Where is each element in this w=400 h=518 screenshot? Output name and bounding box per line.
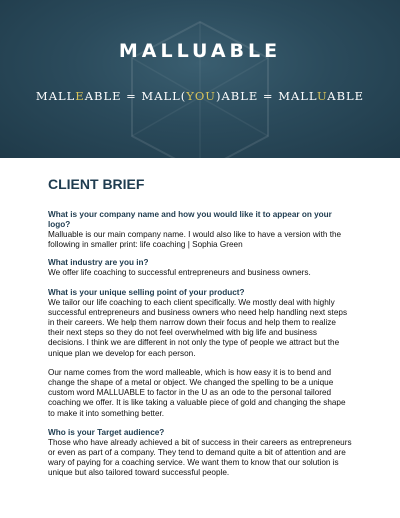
brief-content <box>0 158 400 479</box>
question-company-name: What is your company name and how you would like it to appear on your logo? <box>48 210 332 229</box>
tagline-part: ABLE = MALL( <box>84 89 187 103</box>
tagline-highlight: U <box>316 89 328 103</box>
question-industry: What industry are you in? <box>48 258 149 268</box>
tagline-part: )ABLE = MALL <box>215 89 317 103</box>
brand-logo: MALLUABLE <box>118 40 282 62</box>
answer-company-name: Malluable is our main company name. I would also like to have a version with the following in smaller print: life coaching | Sophia Green <box>48 230 342 250</box>
answer-target-audience: Those who have already achieved a bit of success in their careers as entrepreneurs or even as part of a company. They tend to demand quite a bit of attention and are wary of paying for a coaching service. We want them to know that our solution is unique but also tailored toward successful people. <box>48 437 352 478</box>
header-banner <box>0 0 400 158</box>
question-target-audience: Who is your Target audience? <box>48 427 165 437</box>
tagline-highlight: YOU <box>186 89 216 103</box>
tagline-highlight: E <box>75 89 85 103</box>
answer-industry: We offer life coaching to successful entrepreneurs and business owners. <box>48 268 311 278</box>
page-title: CLIENT BRIEF <box>48 176 145 192</box>
question-usp: What is your unique selling point of your product? <box>48 287 245 297</box>
tagline <box>0 89 400 103</box>
tagline-part: ABLE <box>327 89 365 103</box>
hexagon-graphic <box>0 0 400 158</box>
answer-usp: We tailor our life coaching to each client specifically. We mostly deal with highly successful entrepreneurs and business owners who need help handling next steps in their careers. We help them narrow down their focus and help them to realize their next steps so they do not feel overwhelmed with big life and business decisions. I think we are different in not only the type of people we attract but the unique plan we develop for each person. <box>48 297 348 358</box>
answer-usp-name-origin: Our name comes from the word malleable, which is how easy it is to bend and change the shape of a metal or object. We changed the spelling to be a unique custom word MALLUABLE to factor in the U as an ode to the personal tailored coaching we offer. It is like taking a valuable piece of gold and changing the shape to make it into something better. <box>48 367 346 418</box>
tagline-part: MALL <box>35 89 76 103</box>
